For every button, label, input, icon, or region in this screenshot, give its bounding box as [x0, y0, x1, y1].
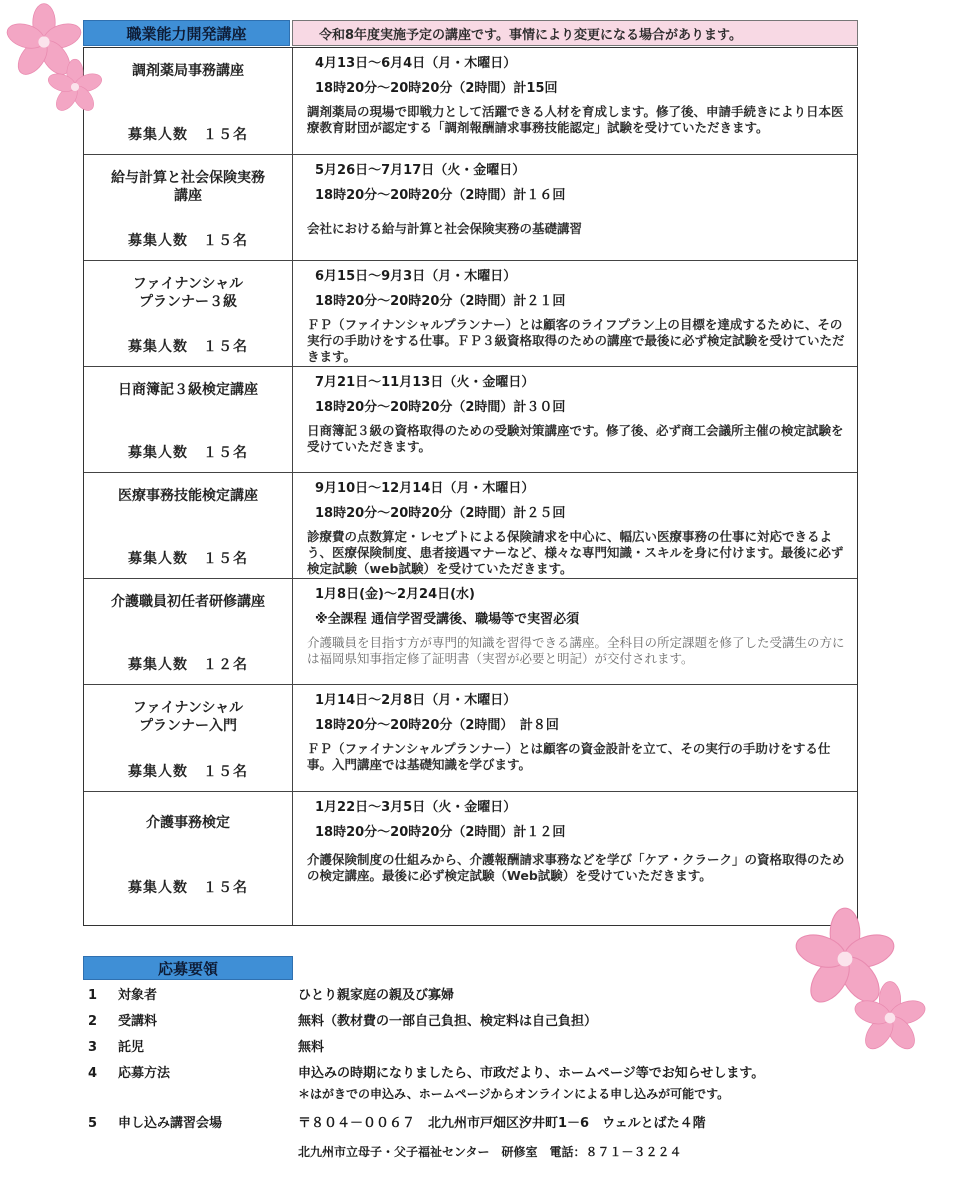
course-desc: 会社における給与計算と社会保険実務の基礎講習 — [307, 221, 583, 236]
course-recruit: 募集人数 １５名 — [128, 880, 248, 896]
course-name: 介護職員初任者研修講座 — [111, 594, 265, 610]
course-period: 5月26日～7月17日（火・金曜日） — [315, 163, 526, 178]
course-time: 18時20分～20時20分（2時間） 計８回 — [315, 718, 559, 733]
course-time: 18時20分～20時20分（2時間）計15回 — [315, 81, 558, 96]
course-table — [83, 47, 858, 926]
course-time: 18時20分～20時20分（2時間）計３０回 — [315, 400, 566, 415]
list-item: 3 託児 無料 — [88, 1040, 325, 1055]
course-time: 18時20分～20時20分（2時間）計２５回 — [315, 506, 566, 521]
course-name: 医療事務技能検定講座 — [118, 488, 258, 504]
course-time: ※全課程 通信学習受講後、職場等で実習必須 — [315, 612, 580, 627]
course-name: ファイナンシャル プランナー入門 — [132, 700, 244, 734]
course-name: 介護事務検定 — [146, 815, 230, 831]
list-item: 4 応募方法 申込みの時期になりましたら、市政だより、ホームページ等でお知らせします。 ＊はがきでの申込み、ホームページからオンラインによる申し込みが可能です。 — [88, 1066, 765, 1101]
course-name: 給与計算と社会保険実務 講座 — [111, 170, 265, 204]
course-period: 6月15日～9月3日（月・木曜日） — [315, 269, 517, 284]
course-recruit: 募集人数 １５名 — [128, 551, 248, 567]
course-name: 日商簿記３級検定講座 — [118, 382, 258, 398]
course-time: 18時20分～20時20分（2時間）計２１回 — [315, 294, 566, 309]
course-period: 7月21日～11月13日（火・金曜日） — [315, 375, 535, 390]
course-desc: ＦＰ（ファイナンシャルプランナー）とは顧客のライフプラン上の目標を達成するために、その実行の手助けをする仕事。ＦＰ３級資格取得のための講座で最後に必ず検定試験を受けていただきます。 — [307, 317, 845, 364]
sakura-flower-icon — [46, 58, 104, 116]
course-recruit: 募集人数 １５名 — [128, 445, 248, 461]
course-period: 9月10日～12月14日（月・木曜日） — [315, 481, 535, 496]
course-row — [84, 473, 857, 579]
course-row — [84, 367, 857, 473]
course-period: 1月8日(金)～2月24日(水) — [315, 587, 475, 602]
course-recruit: 募集人数 １５名 — [128, 127, 248, 143]
course-recruit: 募集人数 １２名 — [128, 657, 248, 673]
course-row — [84, 792, 857, 925]
course-recruit: 募集人数 １５名 — [128, 339, 248, 355]
course-desc: 介護職員を目指す方が専門的知識を習得できる講座。全科目の所定課題を修了した受講生の方には福岡県知事指定修了証明書（実習が必要と明記）が交付されます。 — [307, 635, 845, 666]
section-title-courses: 職業能力開発講座 — [83, 20, 290, 46]
course-desc: 調剤薬局の現場で即戦力として活躍できる人材を育成します。修了後、申請手続きにより日本医療教育財団が認定する「調剤報酬請求事務技能認定」試験を受けていただきます。 — [307, 104, 844, 135]
course-recruit: 募集人数 １５名 — [128, 764, 248, 780]
course-desc: 日商簿記３級の資格取得のための受験対策講座です。修了後、必ず商工会議所主催の検定試験を受けていただきます。 — [307, 423, 844, 454]
course-period: 1月14日～2月8日（月・木曜日） — [315, 693, 517, 708]
course-row — [84, 261, 857, 367]
course-desc: 介護保険制度の仕組みから、介護報酬請求事務などを学び「ケア・クラーク」の資格取得のための検定講座。最後に必ず検定試験（Web試験）を受けていただきます。 — [307, 852, 845, 883]
course-period: 4月13日～6月4日（月・木曜日） — [315, 56, 517, 71]
course-row — [84, 155, 857, 261]
course-row — [84, 685, 857, 792]
header-note: 令和8年度実施予定の講座です。事情により変更になる場合があります。 — [292, 20, 858, 46]
list-item: 2 受講料 無料（教材費の一部自己負担、検定料は自己負担） — [88, 1014, 598, 1029]
course-recruit: 募集人数 １５名 — [128, 233, 248, 249]
course-period: 1月22日～3月5日（火・金曜日） — [315, 800, 517, 815]
list-item: 1 対象者 ひとり親家庭の親及び寡婦 — [88, 988, 455, 1003]
course-row — [84, 48, 857, 155]
section-title-application: 応募要領 — [83, 956, 293, 980]
course-time: 18時20分～20時20分（2時間）計１２回 — [315, 825, 566, 840]
course-name: 調剤薬局事務講座 — [132, 63, 244, 79]
course-name: ファイナンシャル プランナー３級 — [132, 276, 244, 310]
course-desc: ＦＰ（ファイナンシャルプランナー）とは顧客の資金設計を立て、その実行の手助けをする仕事。入門講座では基礎知識を学びます。 — [307, 741, 831, 772]
course-row — [84, 579, 857, 685]
course-desc: 診療費の点数算定・レセプトによる保険請求を中心に、幅広い医療事務の仕事に対応できるよう、医療保険制度、患者接遇マナーなど、様々な専門知識・スキルを身に付けます。最後に必ず検定試験（web試験）を受けていただきます。 — [307, 529, 844, 576]
list-item: 5 申し込み講習会場 〒８０４－００６７ 北九州市戸畑区汐井町1－6 ウェルとばた４階 北九州市立母子・父子福祉センター 研修室 電話：８７１－３２２４ — [88, 1116, 706, 1159]
sakura-flower-icon — [852, 980, 928, 1056]
course-time: 18時20分～20時20分（2時間）計１６回 — [315, 188, 566, 203]
application-list — [88, 986, 848, 1168]
